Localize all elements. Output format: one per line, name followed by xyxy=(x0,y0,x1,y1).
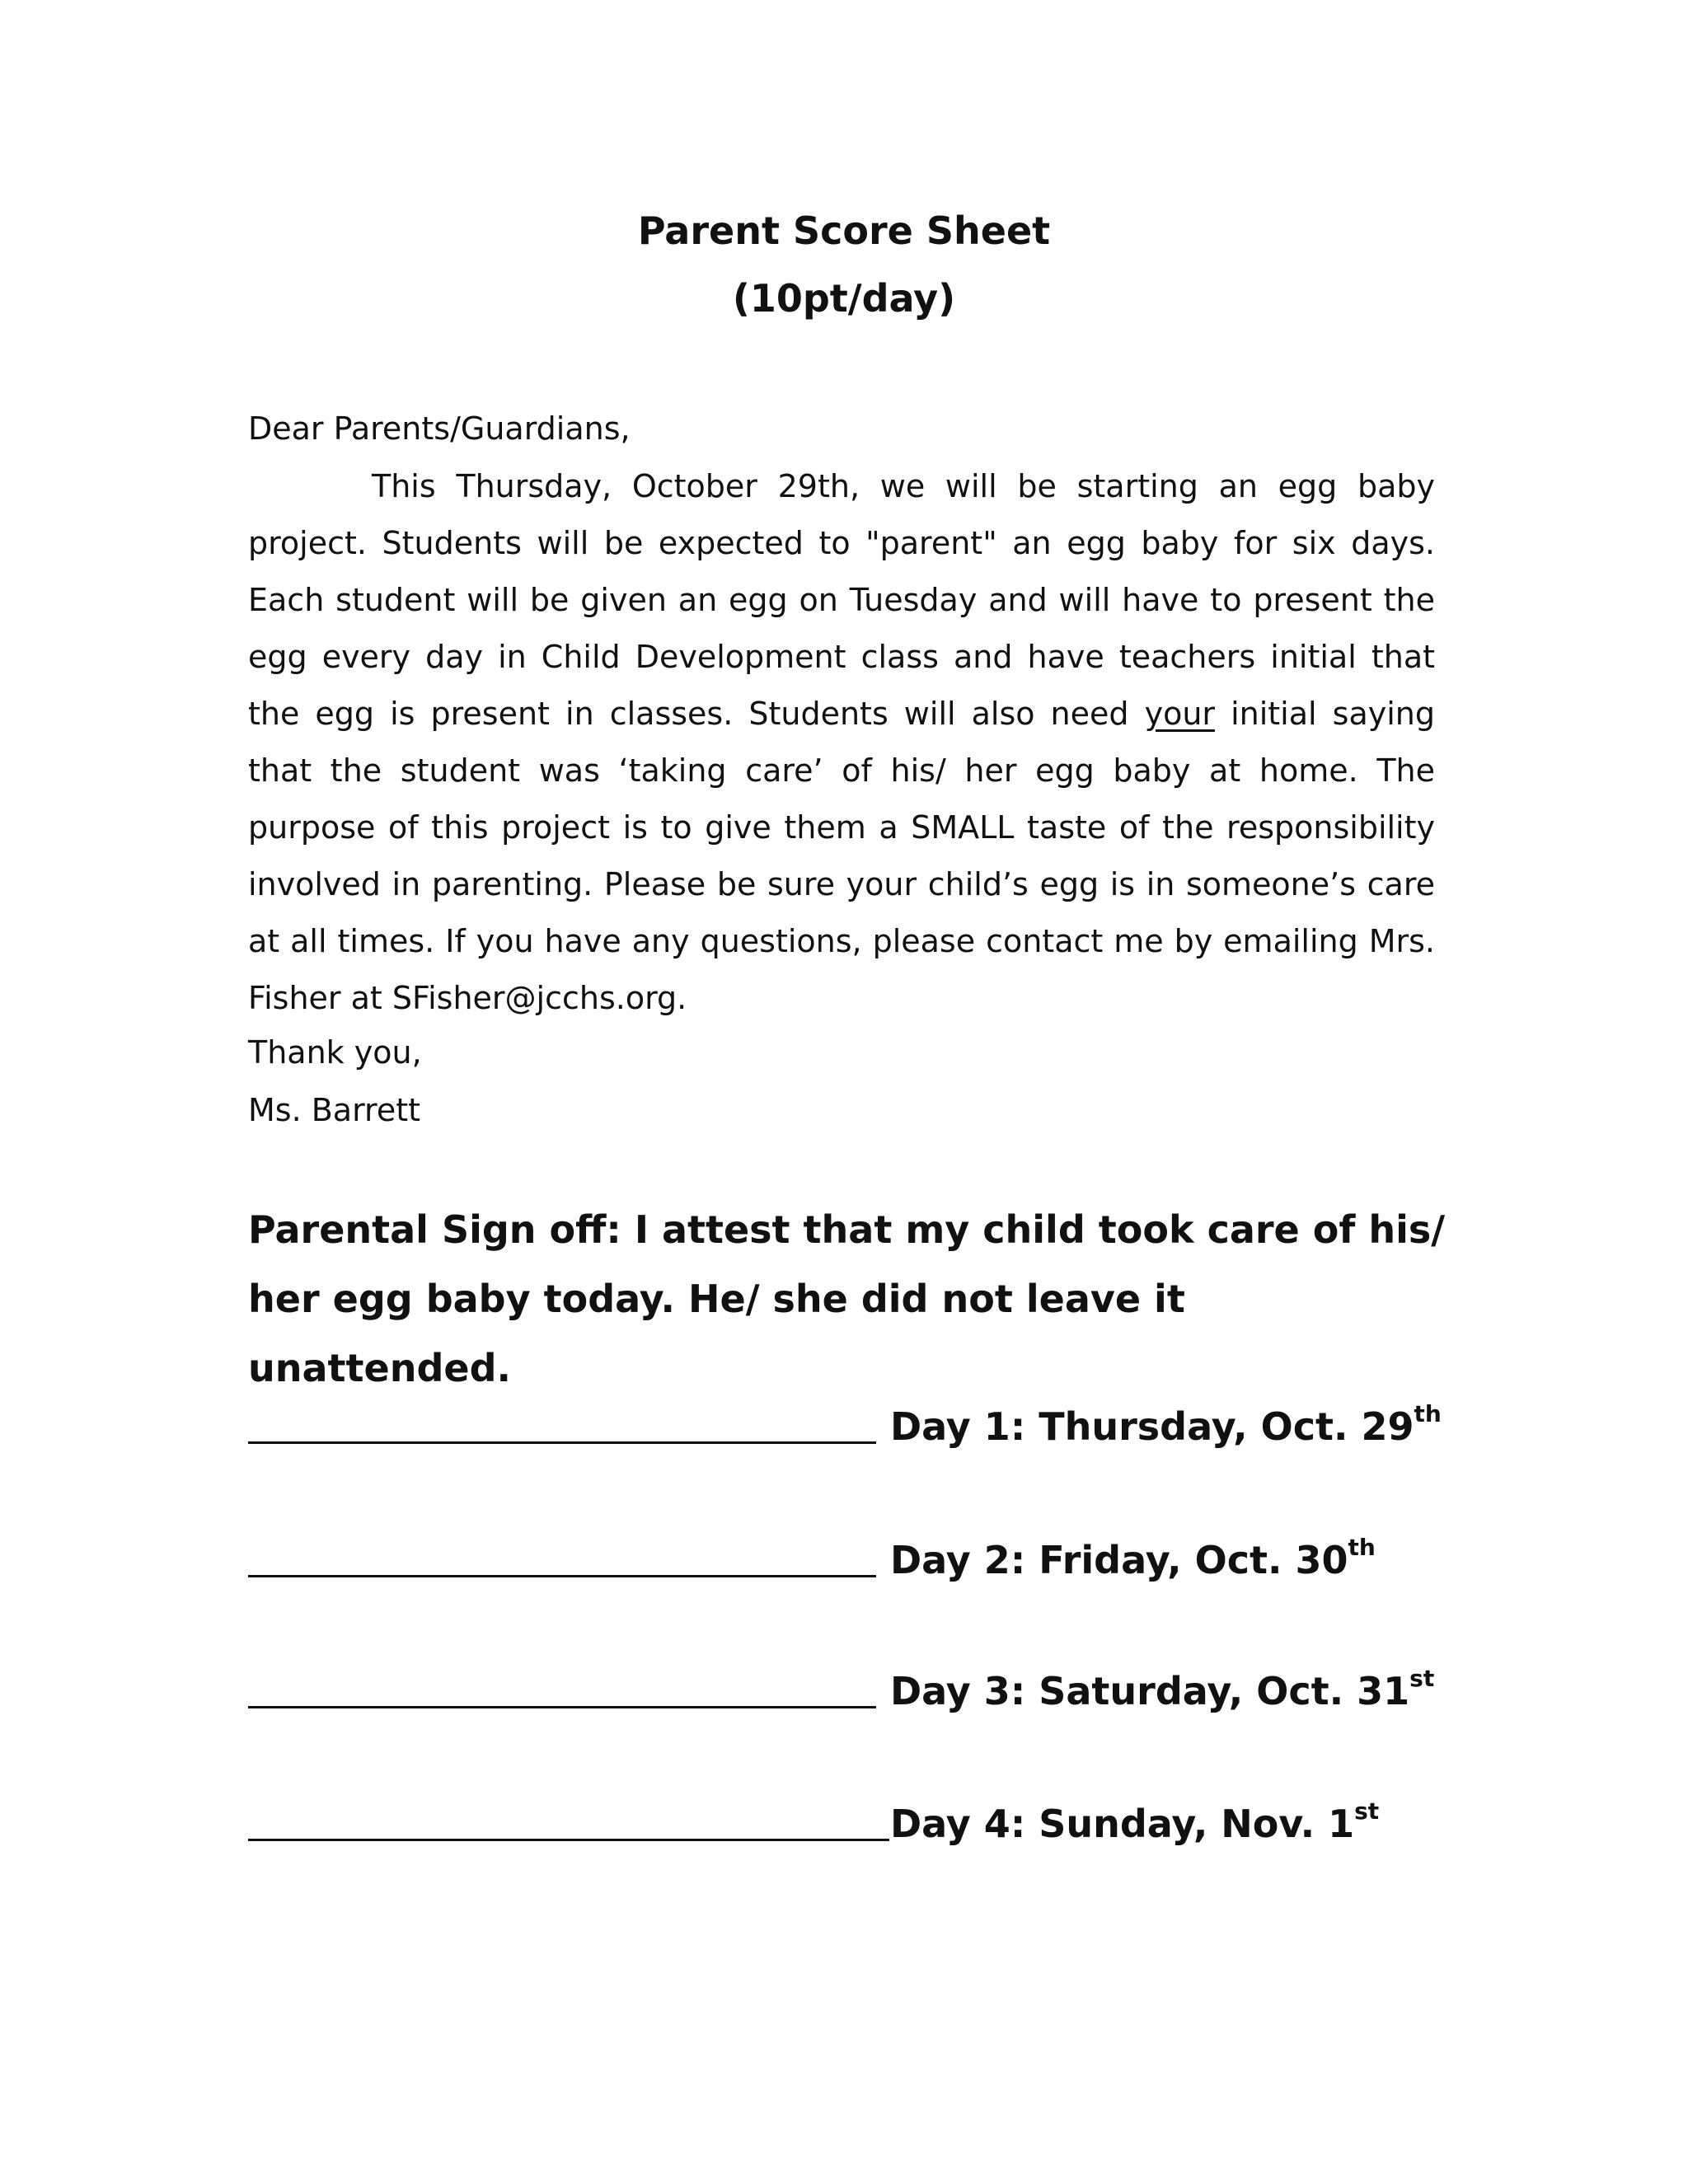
page-subtitle: (10pt/day) xyxy=(732,276,956,321)
day-ordinal-suffix: st xyxy=(1354,1797,1380,1825)
day-ordinal-suffix: st xyxy=(1409,1665,1435,1692)
signature-line[interactable] xyxy=(248,1839,889,1841)
day-label-text: Day 1: Thursday, Oct. 29 xyxy=(890,1404,1414,1449)
attestation-statement: Parental Sign off: I attest that my child took care of his/ her egg baby today. He/ she did not leave it unattended. xyxy=(248,1207,1446,1390)
day-ordinal-suffix: th xyxy=(1414,1400,1442,1427)
letter-body xyxy=(248,458,1435,1027)
letter-body-emphasis: your xyxy=(1144,696,1216,732)
sign-row-day-3 xyxy=(248,1654,1484,1720)
letter-body-part1: This Thursday, October 29th, we will be starting an egg baby project. Students will be expected to "parent" an egg baby for six days. Each student will be given an egg on Tuesday and will have to present the egg every day in Child Development class and have teachers initial that the egg is present in classes. Students will also need xyxy=(248,468,1435,732)
signature-line[interactable] xyxy=(248,1706,876,1708)
page-title: Parent Score Sheet xyxy=(637,209,1051,253)
day-label xyxy=(890,1665,1435,1713)
sign-row-day-4 xyxy=(248,1787,1484,1853)
sign-row-day-2 xyxy=(248,1523,1484,1589)
letter-body-part2: initial saying that the student was ‘taking care’ of his/ her egg baby at home. The purpose of this project is to give them a SMALL taste of the responsibility involved in parenting. Please be sure your child’s egg is in someone’s care at all times. If you have any questions, please contact me by emailing Mrs. Fisher at SFisher@jcchs.org. xyxy=(248,696,1435,1016)
day-label xyxy=(890,1797,1380,1846)
day-label-text: Day 3: Saturday, Oct. 31 xyxy=(890,1669,1410,1713)
sign-row-day-1 xyxy=(248,1390,1484,1455)
day-label-text: Day 4: Sunday, Nov. 1 xyxy=(890,1802,1355,1846)
letter-closing: Thank you, xyxy=(248,1034,422,1071)
day-ordinal-suffix: th xyxy=(1348,1534,1376,1561)
letter-signature: Ms. Barrett xyxy=(248,1092,421,1128)
signature-line[interactable] xyxy=(248,1575,876,1577)
letter-salutation: Dear Parents/Guardians, xyxy=(248,410,631,447)
day-label xyxy=(890,1534,1376,1582)
day-label xyxy=(890,1400,1442,1449)
day-label-text: Day 2: Friday, Oct. 30 xyxy=(890,1538,1348,1582)
signature-line[interactable] xyxy=(248,1441,876,1444)
